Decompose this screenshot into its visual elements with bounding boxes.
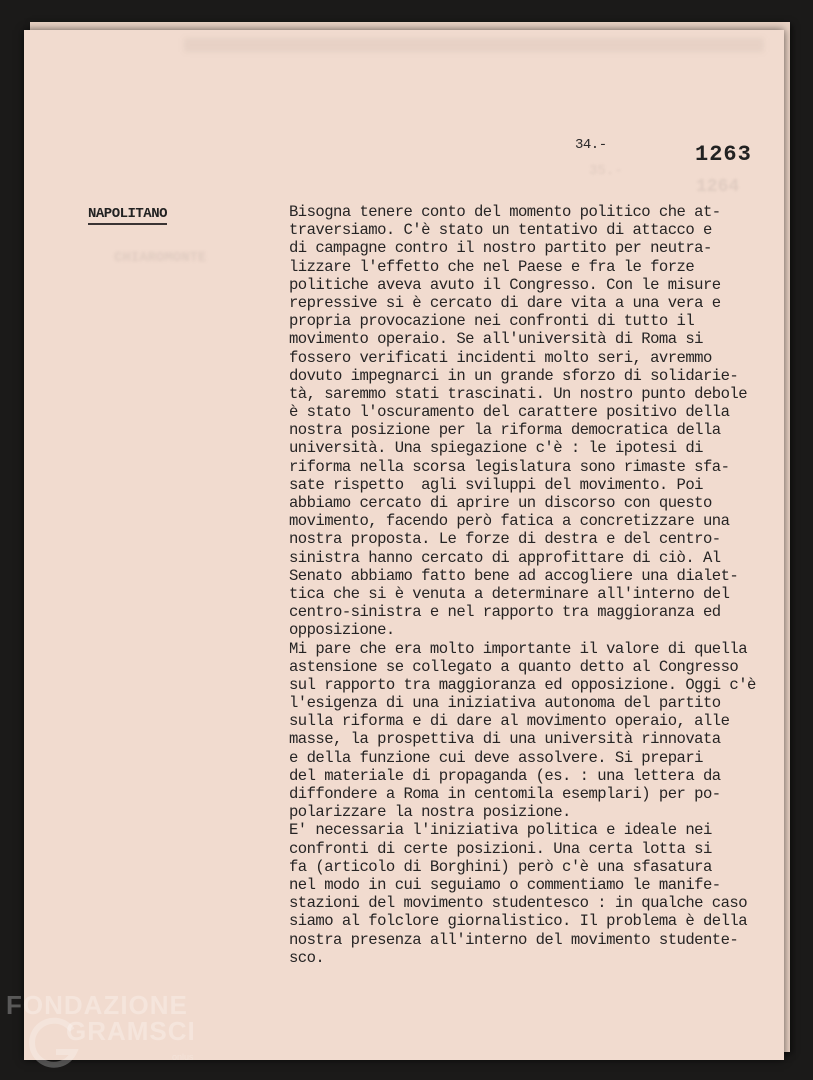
text-line: nostra proposta. Le forze di destra e del centro-	[289, 530, 721, 549]
text-line: fossero verificati incidenti molto seri, avremmo	[289, 348, 712, 367]
page-number: 34.-	[575, 137, 607, 153]
text-line: sco.	[289, 948, 325, 967]
text-line: tica che si è venuta a determinare all'interno del	[289, 584, 730, 603]
text-line: tà, saremmo stati trascinati. Un nostro punto debole	[289, 384, 748, 403]
text-line: sinistra hanno cercato di approfittare di ciò. Al	[289, 548, 721, 567]
text-line: diffondere a Roma in centomila esemplari) per po-	[289, 785, 721, 803]
text-line: l'esigenza di una iniziativa autonoma del partito	[289, 694, 721, 713]
text-line: sul rapporto tra maggioranza ed opposizione. Oggi c'è	[289, 675, 756, 694]
text-line: movimento, facendo però fatica a concretizzare una	[289, 512, 730, 531]
text-line: politiche aveva avuto il Congresso. Con le misure	[289, 275, 721, 294]
text-line: Senato abbiamo fatto bene ad accogliere una dialet-	[289, 566, 739, 585]
text-line: Mi pare che era molto importante il valore di quella	[289, 639, 748, 658]
text-line: E' necessaria l'iniziativa politica e ideale nei	[289, 821, 712, 840]
watermark-sub: onlus	[172, 1052, 194, 1062]
text-line: polarizzare la nostra posizione.	[289, 803, 571, 822]
bleed-through-page-number: 35.-	[589, 163, 623, 179]
speech-text	[289, 203, 779, 967]
text-line: nel modo in cui seguiamo o commentiamo le manife-	[289, 875, 721, 894]
bleed-through-shadow	[184, 38, 764, 52]
text-line: astensione se collegato a quanto detto al Congresso	[289, 657, 739, 676]
text-line: opposizione.	[289, 621, 395, 640]
speaker-name: NAPOLITANO	[88, 206, 167, 225]
document-page	[24, 30, 784, 1060]
text-line: repressive si è cercato di dare vita a una vera e	[289, 293, 721, 312]
text-line: movimento operaio. Se all'università di Roma si	[289, 330, 703, 349]
text-line: è stato l'oscuramento del carattere positivo della	[289, 403, 730, 422]
text-line: siamo al folclore giornalistico. Il problema è della	[289, 912, 748, 931]
text-line: confronti di certe posizioni. Una certa lotta si	[289, 839, 712, 858]
text-line: traversiamo. C'è stato un tentativo di attacco e	[289, 221, 712, 240]
text-line: e della funzione cui deve assolvere. Si prepari	[289, 748, 703, 767]
text-line: lizzare l'effetto che nel Paese e fra le forze	[289, 257, 695, 276]
text-line: Bisogna tenere conto del momento politico che at-	[289, 203, 721, 221]
text-line: nostra presenza all'interno del movimento studente-	[289, 930, 739, 949]
text-line: università. Una spiegazione c'è : le ipotesi di	[289, 439, 703, 458]
text-line: fa (articolo di Borghini) però c'è una sfasatura	[289, 857, 712, 876]
text-line: dovuto impegnarci in un grande sforzo di solidarie-	[289, 366, 739, 385]
bleed-through-speaker: CHIAROMONTE	[114, 250, 207, 266]
text-line: sate rispetto agli sviluppi del movimento. Poi	[289, 475, 703, 494]
watermark-line-1: FONDAZIONE	[6, 990, 188, 1020]
document-number: 1263	[695, 142, 752, 167]
text-line: riforma nella scorsa legislatura sono rimaste sfa-	[289, 457, 730, 476]
text-line: propria provocazione nei confronti di tutto il	[289, 312, 695, 331]
watermark-line-2: GRAMSCI	[66, 1016, 196, 1046]
text-line: centro-sinistra e nel rapporto tra maggioranza ed	[289, 603, 721, 622]
text-line: masse, la prospettiva di una università rinnovata	[289, 730, 721, 749]
text-line: del materiale di propaganda (es. : una lettera da	[289, 766, 721, 785]
bleed-through-doc-number: 1264	[696, 177, 740, 197]
text-line: abbiamo cercato di aprire un discorso con questo	[289, 494, 712, 512]
text-line: stazioni del movimento studentesco : in qualche caso	[289, 894, 748, 913]
text-line: di campagne contro il nostro partito per neutra-	[289, 239, 712, 258]
fondazione-gramsci-watermark	[6, 990, 206, 1076]
text-line: nostra posizione per la riforma democratica della	[289, 421, 721, 440]
text-line: sulla riforma e di dare al movimento operaio, alle	[289, 712, 730, 731]
